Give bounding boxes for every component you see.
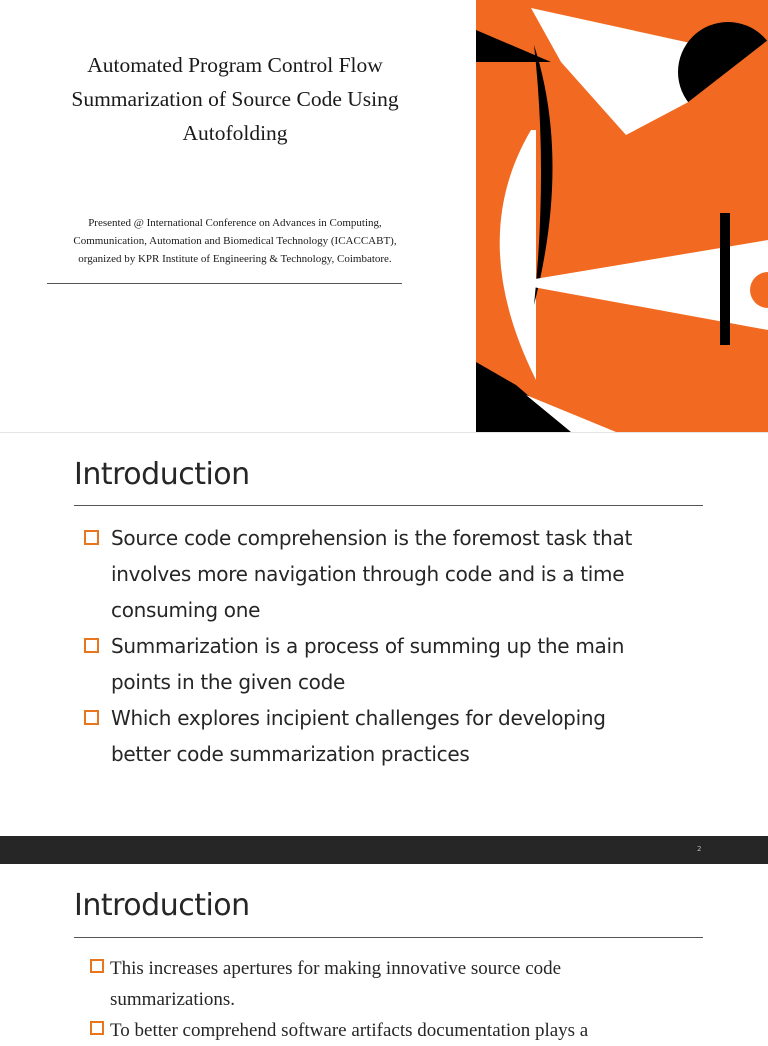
title-divider	[74, 937, 703, 938]
bullet-line: Source code comprehension is the foremost task that	[111, 526, 633, 550]
title-divider	[74, 505, 703, 506]
page-number: 2	[697, 845, 702, 853]
checkbox-bullet-icon	[90, 1021, 104, 1035]
bullet-line: involves more navigation through code and is a time	[111, 562, 625, 586]
art-black-bar	[720, 213, 730, 345]
title-line: Automated Program Control Flow	[87, 53, 383, 77]
slide-footer-bar	[0, 836, 768, 864]
presentation-title	[30, 48, 440, 150]
title-line: Summarization of Source Code Using	[71, 87, 399, 111]
bullet-item	[88, 953, 708, 1015]
bullet-line: better code summarization practices	[111, 742, 470, 766]
slide-title: Introduction	[74, 457, 250, 492]
checkbox-bullet-icon	[84, 638, 99, 653]
checkbox-bullet-icon	[84, 530, 99, 545]
introduction-slide-2	[0, 864, 768, 1041]
bullet-item	[88, 1015, 708, 1046]
presentation-subtitle	[30, 214, 440, 268]
bullet-list	[88, 953, 708, 1046]
bullet-line: summarizations.	[110, 989, 236, 1010]
bullet-line: Which explores incipient challenges for developing	[111, 706, 606, 730]
bullet-line: points in the given code	[111, 670, 346, 694]
bullet-list	[82, 520, 702, 772]
checkbox-bullet-icon	[90, 959, 104, 973]
bullet-line: Summarization is a process of summing up the main	[111, 634, 625, 658]
checkbox-bullet-icon	[84, 710, 99, 725]
subtitle-line: organized by KPR Institute of Engineering & Technology, Coimbatore.	[78, 253, 392, 265]
abstract-art-image	[476, 0, 768, 432]
slide-title: Introduction	[74, 888, 250, 923]
title-divider	[47, 283, 402, 284]
bullet-line: To better comprehend software artifacts documentation plays a	[110, 1020, 589, 1041]
bullet-item	[82, 520, 702, 628]
title-slide	[0, 0, 768, 432]
bullet-item	[82, 628, 702, 700]
introduction-slide-1	[0, 432, 768, 837]
bullet-line: consuming one	[111, 598, 261, 622]
bullet-item	[82, 700, 702, 772]
bullet-line: This increases apertures for making innovative source code	[110, 958, 562, 979]
title-line: Autofolding	[182, 121, 288, 145]
subtitle-line: Presented @ International Conference on Advances in Computing,	[88, 217, 382, 229]
subtitle-line: Communication, Automation and Biomedical Technology (ICACCABT),	[73, 235, 397, 247]
